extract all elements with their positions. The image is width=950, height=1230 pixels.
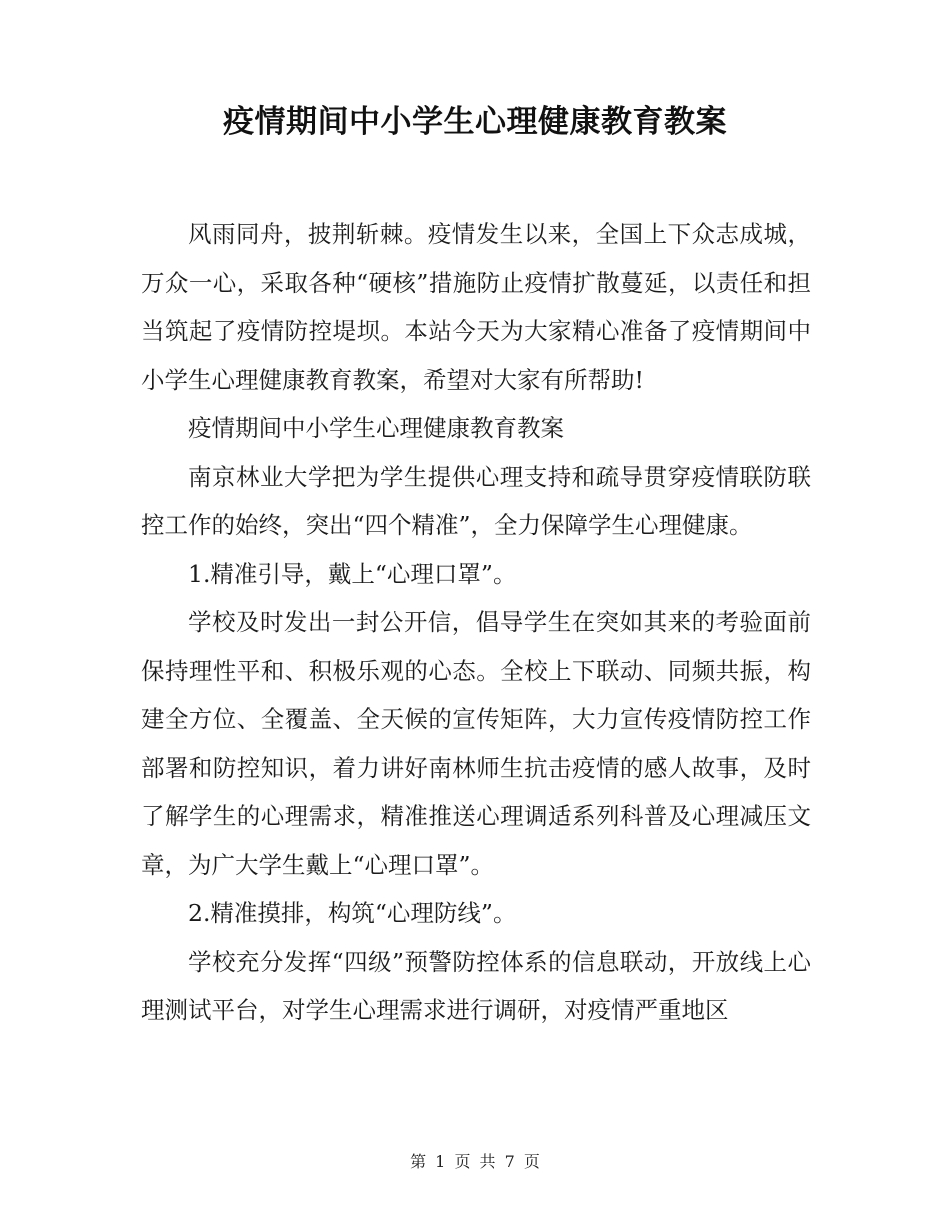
document-title: 疫情期间中小学生心理健康教育教案 bbox=[223, 104, 727, 140]
paragraph-section-1: 学校及时发出一封公开信，倡导学生在突如其来的考验面前保持理性平和、积极乐观的心态。全校上下联动、同频共振，构建全方位、全覆盖、全天候的宣传矩阵，大力宣传疫情防控工作部署和防控知识，着力讲好南林师生抗击疫情的感人故事，及时了解学生的心理需求，精准推送心理调适系列科普及心理减压文章，为广大学生戴上“心理口罩”。 bbox=[141, 608, 811, 879]
paragraph-summary: 南京林业大学把为学生提供心理支持和疏导贯穿疫情联防联控工作的始终，突出“四个精准”，全力保障学生心理健康。 bbox=[141, 462, 811, 539]
page-indicator: 第 1 页 共 7 页 bbox=[410, 1152, 540, 1171]
paragraph-section-2: 学校充分发挥“四级”预警防控体系的信息联动，开放线上心理测试平台，对学生心理需求进行调研，对疫情严重地区 bbox=[141, 947, 811, 1024]
page-footer bbox=[0, 1150, 950, 1174]
document-body bbox=[141, 210, 811, 1035]
paragraph-subtitle: 疫情期间中小学生心理健康教育教案 bbox=[188, 414, 564, 442]
paragraph-intro: 风雨同舟，披荆斩棘。疫情发生以来，全国上下众志成城，万众一心，采取各种“硬核”措施防止疫情扩散蔓延，以责任和担当筑起了疫情防控堤坝。本站今天为大家精心准备了疫情期间中小学生心理健康教育教案，希望对大家有所帮助! bbox=[141, 220, 811, 394]
section-heading-1: 1.精准引导，戴上“心理口罩”。 bbox=[188, 559, 517, 588]
section-heading-2: 2.精准摸排，构筑“心理防线”。 bbox=[188, 899, 517, 927]
